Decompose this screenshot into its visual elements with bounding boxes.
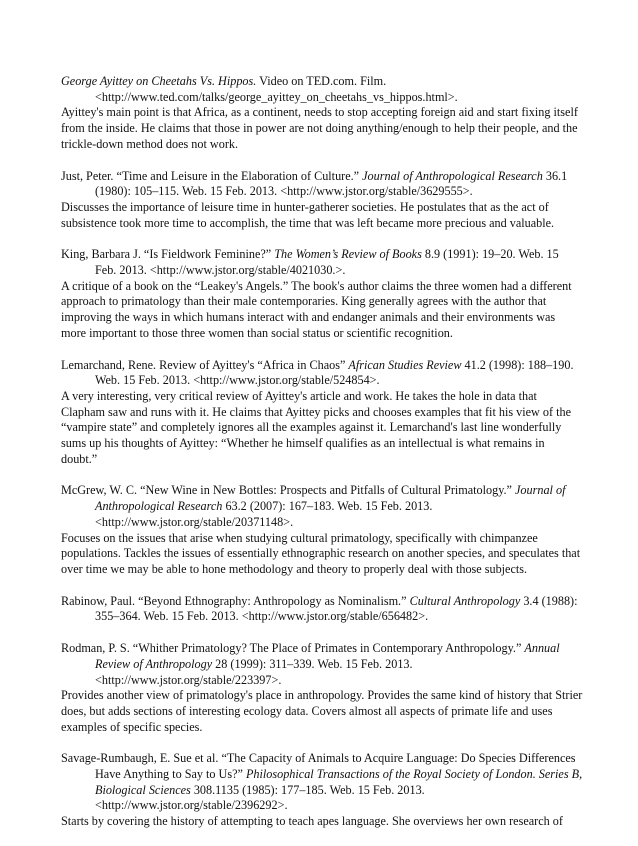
citation [61,169,583,200]
citation [61,641,583,688]
citation-publication: 28 (1999): 311–339. Web. 15 Feb. 2013. <http://www.jstor.org/stable/223397>. [95,656,413,687]
citation-title: George Ayittey on Cheetahs Vs. Hippos. [61,74,257,88]
annotation: Provides another view of primatology's place in anthropology. Provides the same kind of history that Strier does, but adds sections of interesting ecology data. Covers almost all aspects of primate life and uses examples of specific species. [61,688,583,734]
citation-author: Lemarchand, Rene. [61,357,157,372]
bibliography-entry [61,169,583,232]
citation-publication: 36.1 (1980): 105–115. Web. 15 Feb. 2013. <http://www.jstor.org/stable/3629555>. [95,168,568,199]
citation-text: Review of Ayittey's “Africa in Chaos” [156,357,349,372]
annotation: A critique of a book on the “Leakey's Angels.” The book's author claims the three women had a different approach to primatology than their male contemporaries. King generally agrees with the author that improving the ways in which humans interact with and endanger animals and their environments was more important to those three women than social status or scientific recognition. [61,278,572,340]
citation-publication: 63.2 (2007): 167–183. Web. 15 Feb. 2013. <http://www.jstor.org/stable/20371148>. [95,499,433,529]
bibliography-entry [61,483,583,577]
citation [61,247,583,278]
citation-publication: Video on TED.com. Film. <http://www.ted.com/talks/george_ayittey_on_cheetahs_vs_hippos.html>. [95,74,458,104]
citation [61,358,583,389]
citation-title: African Studies Review [348,357,462,372]
citation-title: Annual Review of Anthropology [95,641,560,671]
citation [61,74,583,105]
citation-text: “Beyond Ethnography: Anthropology as Nominalism.” [135,593,410,608]
bibliography-entry [61,74,583,153]
citation-author: King, Barbara J. [61,247,141,262]
citation-publication: 3.4 (1988): 355–364. Web. 15 Feb. 2013. <http://www.jstor.org/stable/656482>. [95,593,578,624]
citation-publication: 8.9 (1991): 19–20. Web. 15 Feb. 2013. <http://www.jstor.org/stable/4021030.>. [95,247,559,278]
citation-author: Just, Peter. [61,168,114,183]
citation-author: Rodman, P. S. [61,641,130,656]
citation-publication: 308.1135 (1985): 177–185. Web. 15 Feb. 2013. <http://www.jstor.org/stable/2396292>. [95,782,425,813]
citation-title: Journal of Anthropological Research [95,483,566,514]
annotation: Ayittey's main point is that Africa, as a continent, needs to stop accepting foreign aid and start fixing itself from the inside. He claims that those in power are not doing anything/enough to help their people, and the trickle-down method does not work. [61,105,578,151]
bibliography-entry [61,641,583,735]
citation-text: “Time and Leisure in the Elaboration of Culture.” [113,168,363,183]
citation-author: Rabinow, Paul. [61,593,136,608]
citation [61,483,583,530]
citation [61,594,583,625]
annotation: Focuses on the issues that arise when studying cultural primatology, specifically with chimpanzee populations. Tackles the issues of essentially ethnographic research on another species, and speculates that over time we may be able to hone methodology and theory to properly deal with those subjects. [61,530,581,576]
citation-author: Savage-Rumbaugh, E. Sue et al. [61,751,219,766]
bibliography-entry [61,594,583,625]
citation-text: “New Wine in New Bottles: Prospects and Pitfalls of Cultural Primatology.” [137,483,516,498]
bibliography-page [61,74,583,846]
annotation: A very interesting, very critical review of Ayittey's article and work. He takes the hole in data that Clapham saw and runs with it. He claims that Ayittey picks and chooses examples that fit his view of the “vampire state” and completely ignores all the examples against it. Lemarchand's last line wonderfully sums up his thoughts of Ayittey: “Whether he himself qualifies as an intellectual is what remains in doubt.” [61,388,571,466]
bibliography-entry [61,358,583,468]
citation [61,751,583,814]
citation-title: Journal of Anthropological Research [362,168,543,183]
citation-title: The Women’s Review of Books [274,247,422,262]
bibliography-entry [61,247,583,341]
citation-author: McGrew, W. C. [61,483,138,498]
bibliography-entry [61,751,583,830]
citation-publication: 41.2 (1998): 188–190. Web. 15 Feb. 2013. <http://www.jstor.org/stable/524854>. [95,357,574,388]
annotation: Starts by covering the history of attempting to teach apes language. She overviews her own research of [61,814,563,829]
annotation: Discusses the importance of leisure time in hunter-gatherer societies. He postulates that as the act of subsistence took more time to accomplish, the time that was left became more precious and valuable. [61,199,555,230]
citation-text: “The Capacity of Animals to Acquire Language: Do Species Differences Have Anything to Say to Us?” [95,751,576,782]
citation-title: Philosophical Transactions of the Royal Society of London. Series B, Biological Sciences [95,767,583,797]
citation-title: Cultural Anthropology [409,593,521,608]
citation-text: “Whither Primatology? The Place of Primates in Contemporary Anthropology.” [129,641,525,656]
citation-text: “Is Fieldwork Feminine?” [140,247,275,262]
